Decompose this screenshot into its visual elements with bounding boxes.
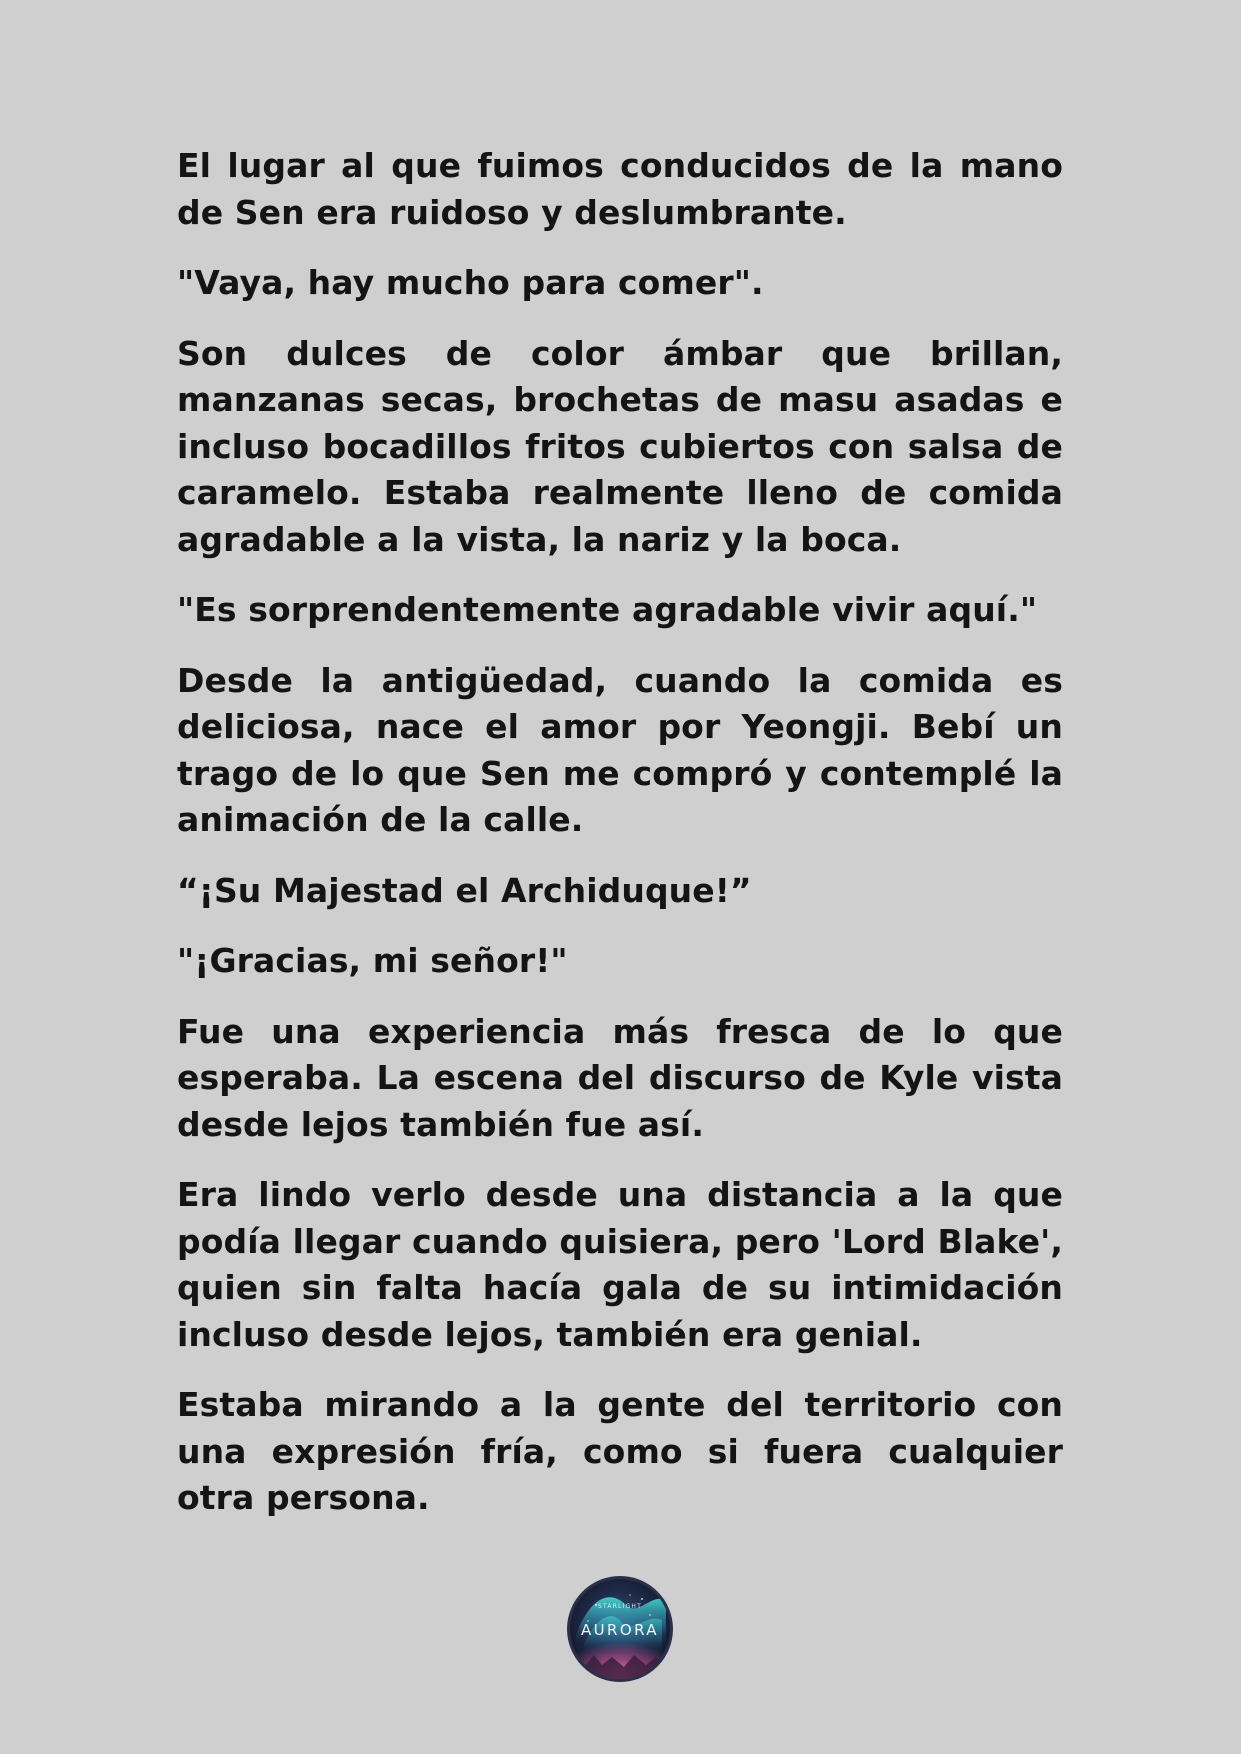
paragraph-2: "Vaya, hay mucho para comer". [177, 263, 764, 302]
paragraph-4: "Es sorprendentemente agradable vivir aquí." [177, 590, 1038, 629]
paragraph-7: "¡Gracias, mi señor!" [177, 941, 568, 980]
paragraph-10: Estaba mirando a la gente del territorio con una expresión fría, como si fuera cualquier otra persona. [177, 1385, 1063, 1517]
logo-top-text: STARLIGHT [597, 1603, 643, 1610]
paragraph-6: “¡Su Majestad el Archiduque!” [177, 870, 752, 910]
paragraph-8: Fue una experiencia más fresca de lo que esperaba. La escena del discurso de Kyle vista desde lejos también fue así. [177, 1011, 1063, 1144]
document-body [177, 143, 1063, 1546]
paragraph-9: Era lindo verlo desde una distancia a la que podía llegar cuando quisiera, pero 'Lord Blake', quien sin falta hacía gala de su intimidación incluso desde lejos, también era genial. [177, 1175, 1063, 1354]
paragraph-3: Son dulces de color ámbar que brillan, manzanas secas, brochetas de masu asadas e incluso bocadillos fritos cubiertos con salsa de caramelo. Estaba realmente lleno de comida agradable a la vista, la nariz y la boca. [177, 333, 1063, 559]
logo-main-text: AURORA [581, 1621, 659, 1639]
paragraph-5: Desde la antigüedad, cuando la comida es deliciosa, nace el amor por Yeongji. Bebí un trago de lo que Sen me compró y contemplé la animación de la calle. [177, 660, 1063, 839]
aurora-logo [566, 1575, 674, 1683]
paragraph-1: El lugar al que fuimos conducidos de la mano de Sen era ruidoso y deslumbrante. [177, 146, 1063, 232]
